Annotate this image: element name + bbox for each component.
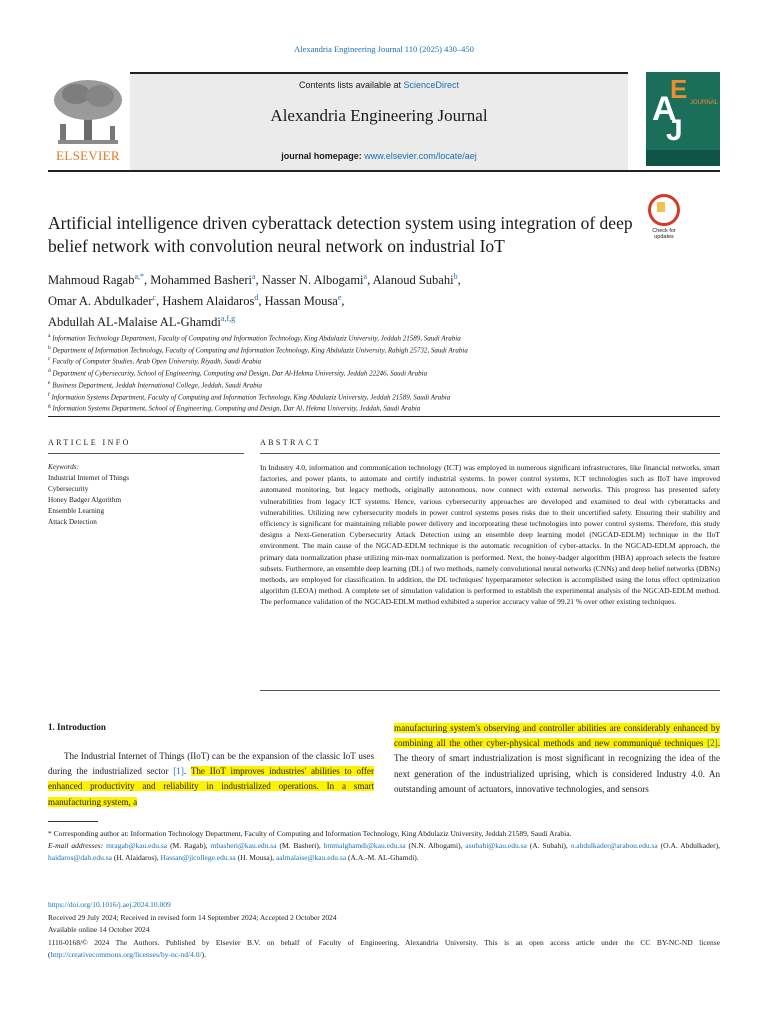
- email-link[interactable]: asubahi@kau.edu.sa: [465, 841, 527, 851]
- check-for-updates-button[interactable]: [648, 194, 680, 240]
- abstract-heading: ABSTRACT: [260, 438, 321, 447]
- article-title: Artificial intelligence driven cyberattack detection system using integration of deep belief network with convolution neural network on industrial IoT: [48, 213, 633, 256]
- corresponding-author-note: * Corresponding author at: Information Technology Department, Faculty of Computing and Information Technology, King Abdulaziz University, Jeddah 21589, Saudi Arabia.: [48, 829, 572, 838]
- abstract-text: In Industry 4.0, information and communication technology (ICT) was employed in numerous significant infrastructures, like financial networks, smart factories, and power plants, to automate and certify industrial systems. In power control systems, ICT technologies such as IIoT have improved automated monitoring, but legacy methods, originally autonomous, now connect with external networks. This progress has presented safety vulnerabilities from legacy ICT systems. Hence, various cybersecurity approaches are developed and examined to deal with cyberattacks and vulnerabilities. Utilizing new cybersecurity models in power control systems poses risks due to their uncertified safety. Ensuring their stability and efficiency is significant for maintaining reliable power delivery and incorporating these technologies into power control systems. Therefore, this study designs a Next-Generation Cybersecurity Attack Detection using an ensemble deep learning model (NGCAD-EDLM) technique in the IIoT environment. The main cause of the NGCAD-EDLM technique is the automatic recognition of cyber-attacks. In the NGCAD-EDLM approach, the primary data normalization phase utilizing min-max normalization is performed. Next, the honey-badger algorithm (HBA) approach selects the feature subsets. Furthermore, an ensemble deep learning (DL) of two methods, namely convolutional neural networks (CNNs) and deep belief networks (DBNs) methods, are employed for classification. In addition, the DL techniques' hyperparameter selection is accomplished using the lotus effect optimization algorithm (LEOA) method. A complete set of simulation validation is performed to establish the experimental analysis of the NGCAD-EDLM method. The performance validation of the NGCAD-EDLM method exhibited a superior accuracy value of 99.21 % over other existing techniques.: [260, 463, 720, 607]
- keyword: Attack Detection: [48, 518, 97, 526]
- homepage-link[interactable]: www.elsevier.com/locate/aej: [364, 151, 477, 161]
- author-affiliation-marker[interactable]: a,f,g: [220, 314, 236, 324]
- keyword: Cybersecurity: [48, 485, 89, 493]
- cover-letter-j: J: [666, 114, 683, 147]
- journal-name: Alexandria Engineering Journal: [270, 106, 488, 125]
- email-link[interactable]: mbasheri@kau.edu.sa: [210, 841, 277, 851]
- introduction-heading: 1. Introduction: [48, 722, 106, 732]
- homepage-line: [130, 151, 628, 161]
- intro-left-column: [48, 749, 374, 810]
- affiliation: [48, 332, 720, 344]
- author-separator: ,: [144, 273, 151, 288]
- check-updates-icon: [648, 194, 680, 226]
- author-affiliation-marker[interactable]: b: [453, 272, 458, 281]
- contents-line: [130, 80, 628, 90]
- citation-link[interactable]: [2]: [707, 738, 718, 749]
- affiliation-text: Information Technology Department, Faculty of Computing and Information Technology, King Abdulaziz University, Jeddah 21589, Saudi Arabia: [52, 334, 461, 343]
- keyword: Ensemble Learning: [48, 507, 105, 515]
- email-owner: (A. Subahi),: [526, 841, 571, 851]
- affiliation: [48, 379, 720, 391]
- keyword: Industrial Internet of Things: [48, 474, 130, 482]
- affiliation-text: Faculty of Computer Studies, Arab Open University, Riyadh, Saudi Arabia: [52, 357, 262, 366]
- affiliation-key: b: [48, 344, 51, 351]
- affiliation: [48, 402, 720, 414]
- email-label: E-mail addresses:: [48, 841, 104, 851]
- affiliation: [48, 355, 720, 367]
- highlighted-text-end: .: [717, 738, 720, 749]
- abstract-rule: [260, 453, 720, 454]
- affiliation: [48, 367, 720, 379]
- affiliation-key: a: [48, 333, 51, 339]
- citation-link[interactable]: [1]: [173, 766, 184, 777]
- email-link[interactable]: aalmalaise@kau.edu.sa: [275, 853, 347, 863]
- homepage-label: journal homepage:: [281, 151, 365, 161]
- license-link[interactable]: http://creativecommons.org/licenses/by-nc-nd/4.0/: [50, 950, 202, 959]
- affiliation-text: Information Systems Department, School of Engineering, Computing and Design, Dar Al, Hekma University, Jeddah, Saudi Arabia: [52, 404, 421, 413]
- email-addresses: [48, 840, 720, 864]
- author-name[interactable]: Alanoud Subahi: [372, 273, 454, 288]
- email-link[interactable]: mragab@kau.edu.sa: [106, 841, 168, 851]
- affiliation-key: c: [48, 356, 51, 363]
- author-name[interactable]: Mohammed Basheri: [150, 273, 252, 288]
- author-affiliation-marker[interactable]: a,*: [134, 272, 145, 281]
- abstract-end-rule: [260, 690, 720, 691]
- affiliation-text: Business Department, Jeddah International College, Jeddah, Saudi Arabia: [52, 381, 263, 390]
- author-separator: ,: [341, 294, 345, 309]
- email-owner: (A.A.-M. AL-Ghamdi).: [346, 853, 419, 863]
- email-owner: (H. Mousa),: [235, 853, 276, 863]
- keyword: Honey Badger Algorithm: [48, 496, 122, 504]
- affiliation-key: f: [48, 391, 50, 398]
- section-rule: [48, 416, 720, 417]
- intro-right-column: [394, 721, 720, 797]
- author-name[interactable]: Hashem Alaidaros: [162, 294, 255, 309]
- cover-strip: [646, 150, 720, 166]
- highlighted-text: manufacturing system's observing and controller abilities are considerably enhanced by combining all the other cyber-physical methods and new communiqué techniques: [394, 723, 720, 749]
- affiliation-list: [48, 332, 720, 414]
- email-owner: (M. Basheri),: [276, 841, 324, 851]
- highlighted-text: The IIoT improves industries' abilities to offer enhanced productivity and reliability in industrialized operations. In a smart manufacturing system, a: [48, 766, 374, 807]
- contents-prefix: Contents lists available at: [298, 80, 404, 90]
- email-link[interactable]: bmmalghamdi@kau.edu.sa: [323, 841, 406, 851]
- author-affiliation-marker[interactable]: a: [251, 272, 256, 281]
- article-info-rule: [48, 453, 244, 454]
- cover-letter-a: A: [652, 90, 677, 128]
- keywords-label: Keywords:: [48, 463, 79, 471]
- footnotes: [48, 828, 720, 865]
- affiliation-text: Department of Cybersecurity, School of Engineering, Computing and Design, Dar Al-Hekma University, Jeddah 22246, Saudi Arabia: [52, 369, 428, 378]
- intro-text: The theory of smart industrialization is most significant in recognizing the idea of the next generation of the industrialized uprising, which is considered Industry 4.0. An outstanding amount of actuators, innovative technologies, and sensors: [394, 753, 720, 794]
- email-link[interactable]: Hassan@jicollege.edu.sa: [160, 853, 236, 863]
- intro-separator: .: [183, 766, 191, 777]
- author-name[interactable]: Mahmoud Ragab: [48, 273, 135, 288]
- affiliation-key: g: [48, 403, 51, 410]
- email-link[interactable]: haidaros@dah.edu.sa: [48, 853, 112, 863]
- author-separator: ,: [367, 273, 373, 288]
- affiliation-key: d: [48, 368, 51, 375]
- license-end: ).: [201, 950, 206, 959]
- available-online: Available online 14 October 2024: [48, 925, 150, 934]
- author-separator: ,: [255, 273, 262, 288]
- email-owner: (H. Alaidaros),: [111, 853, 161, 863]
- author-name[interactable]: Nasser N. Albogami: [261, 273, 364, 288]
- intro-text: The Industrial Internet of Things (IIoT) can be the expansion of the classic IoT uses during the industrialized sector: [48, 751, 374, 777]
- author-affiliation-marker[interactable]: c: [152, 293, 157, 303]
- email-link[interactable]: o.abdulkader@arabou.edu.sa: [570, 841, 658, 851]
- affiliation: [48, 391, 720, 403]
- elsevier-wordmark: ELSEVIER: [56, 148, 120, 163]
- affiliation: [48, 344, 720, 356]
- sciencedirect-link[interactable]: ScienceDirect: [403, 80, 460, 90]
- article-info-heading: ARTICLE INFO: [48, 438, 131, 447]
- affiliation-key: e: [48, 379, 51, 386]
- cover-text: JOURNAL: [690, 100, 719, 106]
- received-dates: Received 29 July 2024; Received in revised form 14 September 2024; Accepted 2 October 2024: [48, 913, 337, 922]
- author-name[interactable]: Omar A. Abdulkader: [48, 294, 153, 309]
- author-list: [48, 268, 608, 331]
- journal-cover-image[interactable]: [646, 72, 720, 166]
- author-separator: ,: [258, 294, 265, 309]
- author-separator: ,: [457, 273, 461, 288]
- author-name[interactable]: Hassan Mousa: [264, 294, 338, 309]
- author-affiliation-marker[interactable]: a: [363, 272, 368, 281]
- license-text: 1110-0168/© 2024 The Authors. Published by Elsevier B.V. on behalf of Faculty of Engineering, Alexandria University. This is an open access article under the CC BY-NC-ND license (: [48, 938, 720, 959]
- author-affiliation-marker[interactable]: e: [337, 293, 342, 303]
- footnote-rule: [48, 821, 98, 822]
- journal-citation[interactable]: Alexandria Engineering Journal 110 (2025) 430–450: [294, 44, 474, 54]
- email-owner: (N.N. Albogami),: [405, 841, 466, 851]
- cover-letter-e: E: [670, 74, 688, 104]
- email-owner: (O.A. Abdulkader),: [657, 841, 721, 851]
- author-name[interactable]: Abdullah AL-Malaise AL-Ghamdi: [48, 315, 221, 330]
- license-note: [48, 937, 720, 961]
- keywords-block: [48, 462, 244, 528]
- affiliation-text: Department of Information Technology, Faculty of Computing and Information Technology, King Abdulaziz University, Rabigh 25732, Saudi Arabia: [52, 346, 468, 355]
- email-owner: (M. Ragab),: [167, 841, 211, 851]
- author-affiliation-marker[interactable]: d: [254, 293, 259, 303]
- header-rule: [48, 170, 720, 172]
- doi-link[interactable]: https://doi.org/10.1016/j.aej.2024.10.009: [48, 900, 171, 909]
- check-updates-label: Check for updates: [652, 228, 676, 240]
- affiliation-text: Information Systems Department, Faculty of Computing and Information Technology, King Abdulaziz University, Jeddah 21589, Saudi Arabia: [51, 393, 451, 401]
- author-separator: ,: [156, 294, 163, 309]
